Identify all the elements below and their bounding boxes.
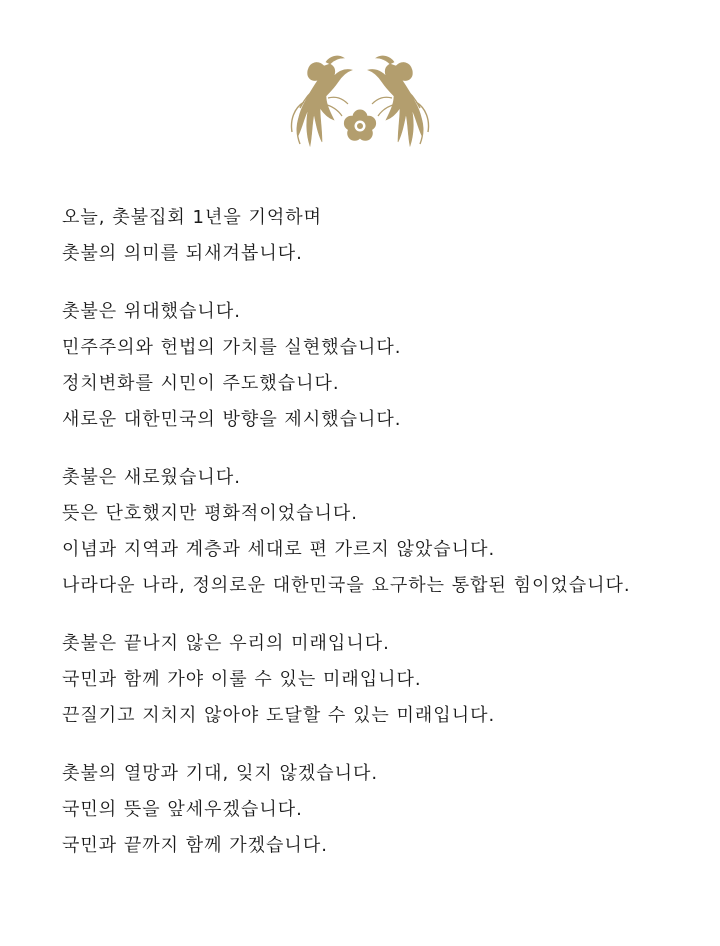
letter-line: 촛불은 새로웠습니다. — [62, 467, 241, 488]
letter-line: 국민과 끝까지 함께 가겠습니다. — [62, 835, 328, 856]
stanza-2 — [62, 294, 702, 438]
letter-body — [62, 200, 702, 886]
letter-line: 정치변화를 시민이 주도했습니다. — [62, 373, 340, 394]
letter-line: 촛불의 열망과 기대, 잊지 않겠습니다. — [62, 763, 379, 784]
letter-line: 이념과 지역과 계층과 세대로 편 가르지 않았습니다. — [62, 539, 496, 560]
phoenix-emblem-icon — [284, 52, 436, 152]
letter-line: 나라다운 나라, 정의로운 대한민국을 요구하는 통합된 힘이었습니다. — [62, 575, 631, 596]
letter-line: 국민의 뜻을 앞세우겠습니다. — [62, 799, 303, 820]
letter-line: 촛불은 끝나지 않은 우리의 미래입니다. — [62, 633, 390, 654]
letter-line: 국민과 함께 가야 이룰 수 있는 미래입니다. — [62, 669, 422, 690]
letter-line: 촛불은 위대했습니다. — [62, 301, 241, 322]
letter-line: 끈질기고 지치지 않아야 도달할 수 있는 미래입니다. — [62, 705, 496, 726]
letter-line: 오늘, 촛불집회 1년을 기억하며 — [62, 207, 322, 228]
letter-line: 뜻은 단호했지만 평화적이었습니다. — [62, 503, 358, 524]
letter-line: 촛불의 의미를 되새겨봅니다. — [62, 243, 303, 264]
letter-line: 새로운 대한민국의 방향을 제시했습니다. — [62, 409, 402, 430]
stanza-3 — [62, 460, 702, 604]
letter-line: 민주주의와 헌법의 가치를 실현했습니다. — [62, 337, 402, 358]
stanza-4 — [62, 626, 702, 734]
stanza-5 — [62, 756, 702, 864]
stanza-1 — [62, 200, 702, 272]
